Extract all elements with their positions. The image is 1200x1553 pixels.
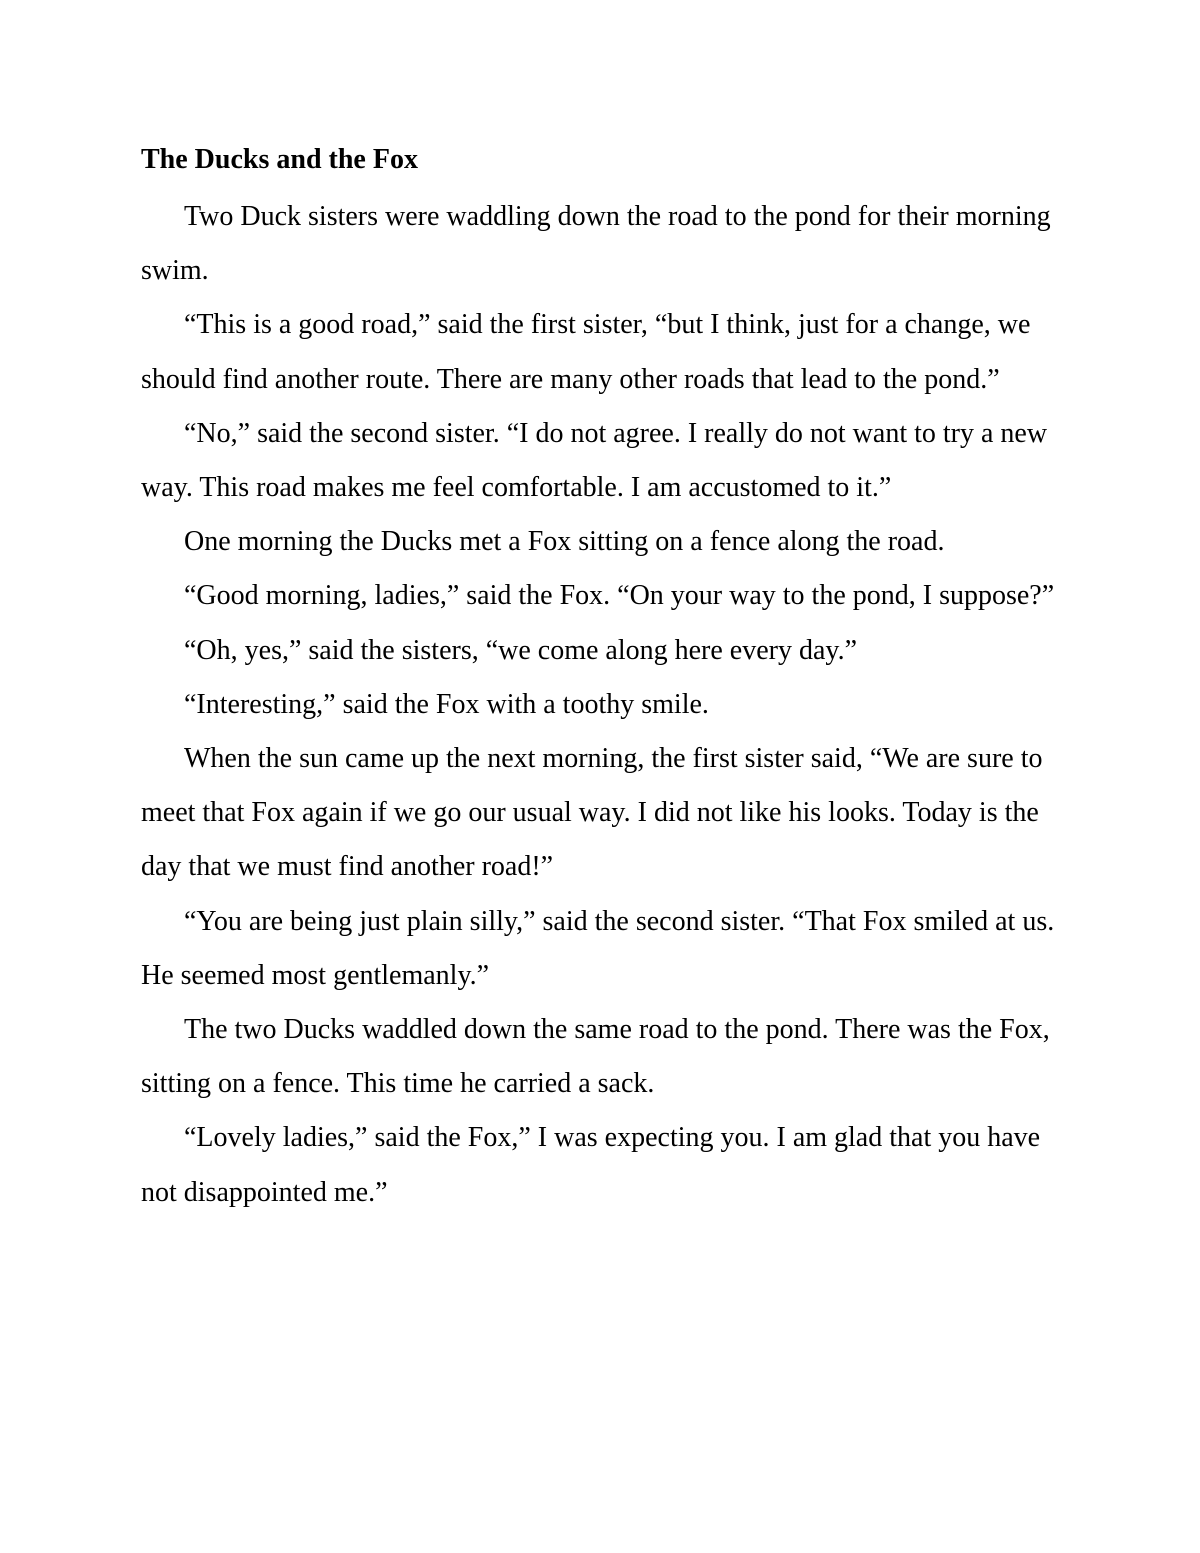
paragraph: When the sun came up the next morning, the first sister said, “We are sure to meet that Fox again if we go our usual way. I did not like his looks. Today is the day that we must find another road!” <box>141 743 1043 883</box>
document-page <box>141 130 1071 1220</box>
paragraph: The two Ducks waddled down the same road to the pond. There was the Fox, sitting on a fence. This time he carried a sack. <box>141 1014 1050 1100</box>
paragraph: One morning the Ducks met a Fox sitting on a fence along the road. <box>184 526 945 558</box>
paragraph: “You are being just plain silly,” said the second sister. “That Fox smiled at us. He seemed most gentlemanly.” <box>141 905 1055 991</box>
paragraph: “This is a good road,” said the first sister, “but I think, just for a change, we should find another route. There are many other roads that lead to the pond.” <box>141 309 1031 395</box>
paragraph: “Lovely ladies,” said the Fox,” I was expecting you. I am glad that you have not disappointed me.” <box>141 1122 1041 1208</box>
paragraph: “No,” said the second sister. “I do not agree. I really do not want to try a new way. This road makes me feel comfortable. I am accustomed to it.” <box>141 417 1048 504</box>
paragraph: “Good morning, ladies,” said the Fox. “On your way to the pond, I suppose?” <box>184 580 1055 612</box>
paragraph: “Oh, yes,” said the sisters, “we come along here every day.” <box>184 634 858 666</box>
document-title: The Ducks and the Fox <box>141 144 418 175</box>
paragraph: “Interesting,” said the Fox with a toothy smile. <box>184 688 709 720</box>
story-body <box>141 190 1071 1220</box>
paragraph: Two Duck sisters were waddling down the road to the pond for their morning swim. <box>141 201 1051 287</box>
